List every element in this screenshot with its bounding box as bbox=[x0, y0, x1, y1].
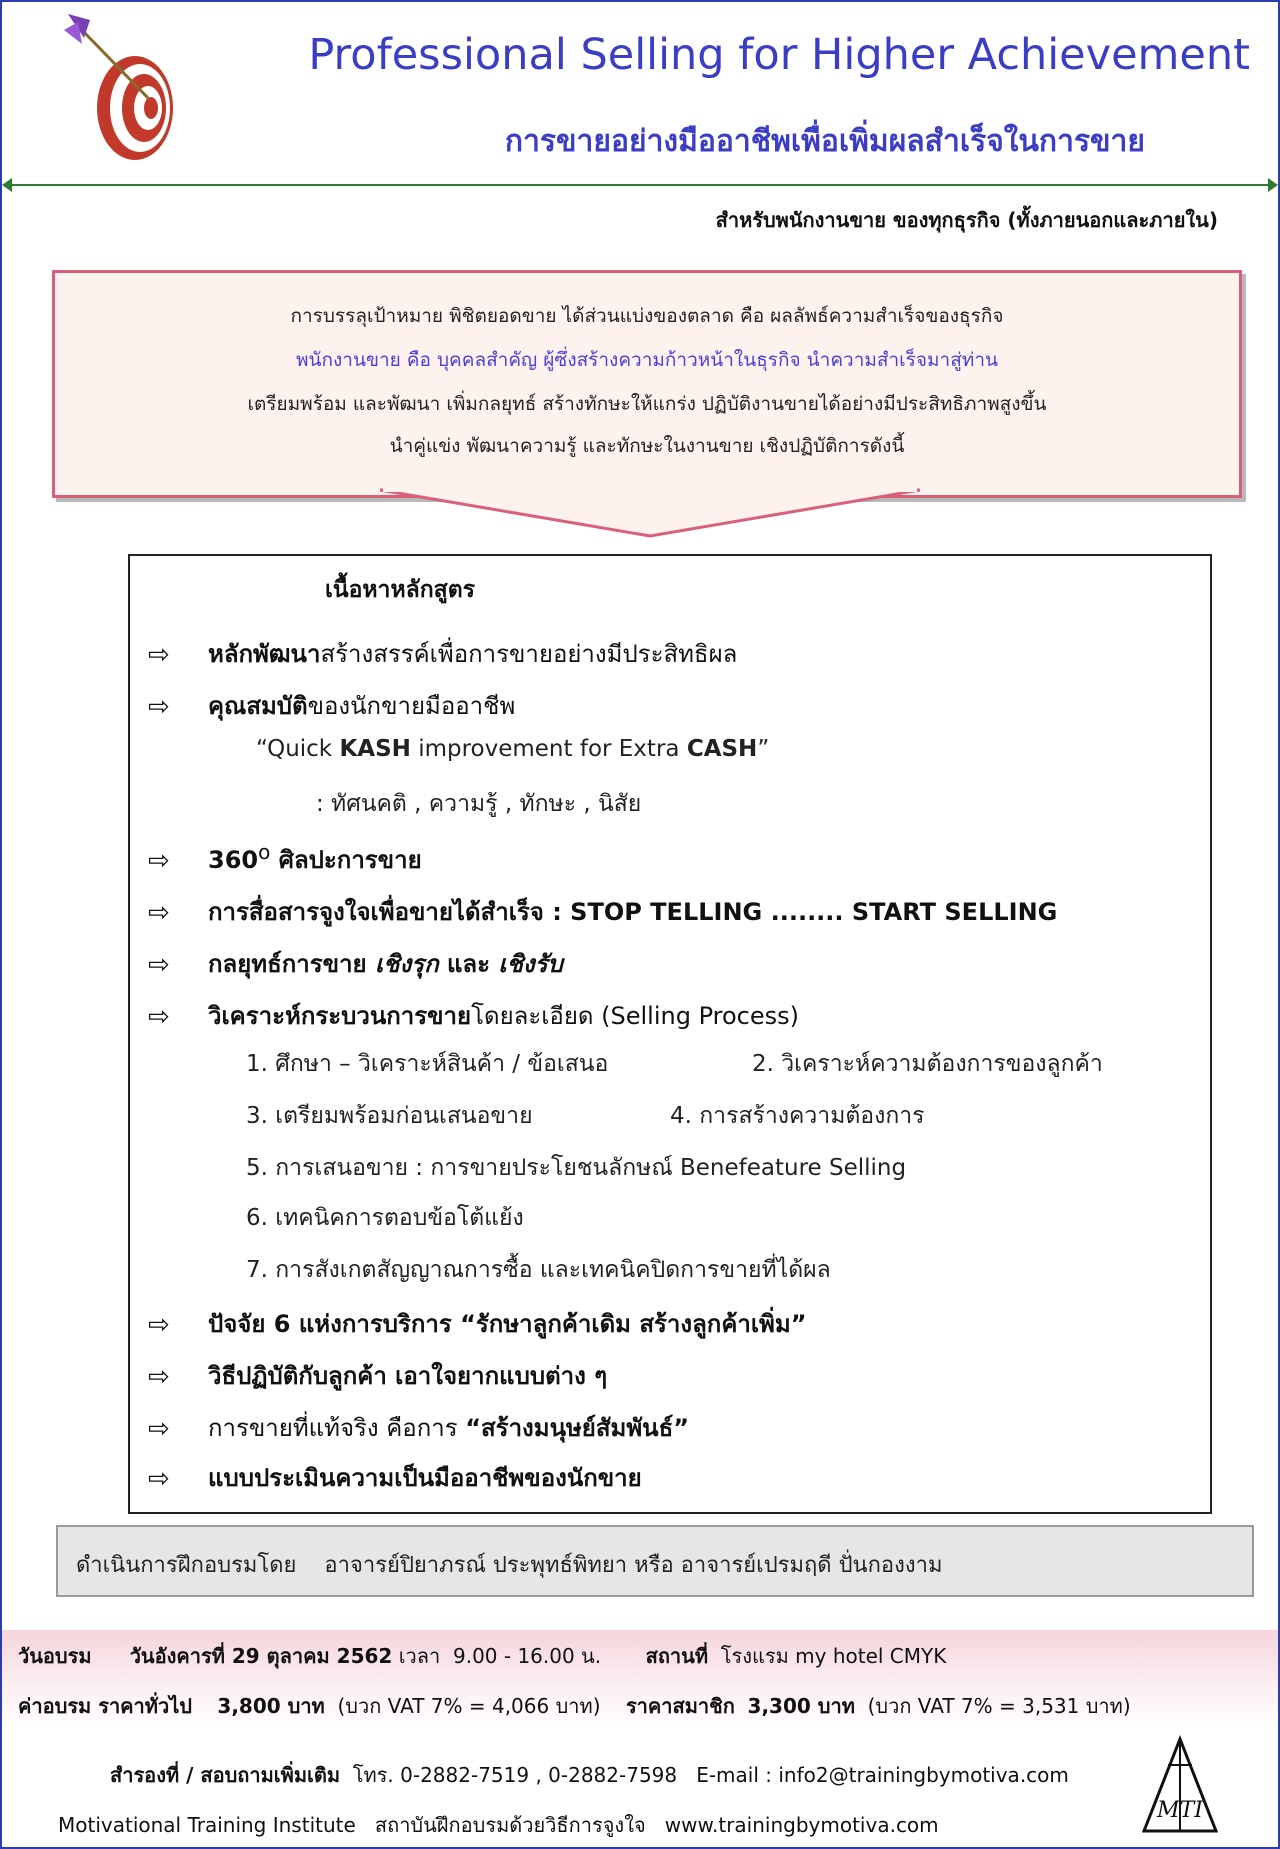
kash-quote: “Quick KASH improvement for Extra CASH” bbox=[256, 736, 770, 762]
content-item bbox=[148, 840, 422, 879]
process-step: 4. การสร้างความต้องการ bbox=[670, 1103, 925, 1129]
arrow-right-icon: ⇨ bbox=[148, 846, 170, 876]
mti-logo-icon bbox=[1140, 1735, 1220, 1835]
item-bold: คุณสมบัติ bbox=[208, 692, 308, 720]
degree-sign: o bbox=[258, 840, 271, 864]
course-content-box bbox=[128, 554, 1212, 1514]
process-step: 2. วิเคราะห์ความต้องการของลูกค้า bbox=[752, 1051, 1103, 1077]
fee-row bbox=[18, 1690, 1131, 1722]
content-item bbox=[148, 634, 737, 673]
org-name-th: สถาบันฝึกอบรมด้วยวิธีการจูงใจ bbox=[374, 1813, 646, 1837]
divider bbox=[8, 184, 1272, 186]
page-subtitle: การขายอย่างมืออาชีพเพื่อเพิ่มผลสำเร็จในการขาย bbox=[504, 124, 1145, 159]
time-value: 9.00 - 16.00 น. bbox=[452, 1644, 602, 1668]
process-step: 6. เทคนิคการตอบข้อโต้แย้ง bbox=[246, 1205, 524, 1231]
contact-label: สำรองที่ / สอบถามเพิ่มเติม bbox=[110, 1763, 341, 1787]
intro-line: เตรียมพร้อม และพัฒนา เพิ่มกลยุทธ์ สร้างทักษะให้แกร่ง ปฏิบัติงานขายได้อย่างมีประสิทธิภาพสูงขึ้น bbox=[247, 393, 1047, 415]
footer-row bbox=[58, 1809, 939, 1841]
item-text: สร้างสรรค์เพื่อการขายอย่างมีประสิทธิผล bbox=[320, 640, 738, 668]
page-title: Professional Selling for Higher Achievement bbox=[308, 30, 1250, 80]
content-item bbox=[148, 1304, 806, 1343]
arrow-right-icon: ⇨ bbox=[148, 1464, 170, 1494]
intro-line: การบรรลุเป้าหมาย พิชิตยอดขาย ได้ส่วนแบ่งของตลาด คือ ผลลัพธ์ความสำเร็จของธุรกิจ bbox=[290, 305, 1004, 327]
logo-text: MTI bbox=[1157, 1798, 1203, 1823]
trainers-label: ดำเนินการฝึกอบรมโดย bbox=[76, 1553, 297, 1578]
item-bold: และ bbox=[438, 950, 499, 978]
item-bold: การสื่อสารจูงใจเพื่อขายได้สำเร็จ : STOP TELLING ........ START SELLING bbox=[208, 898, 1058, 926]
time-label: เวลา bbox=[398, 1644, 441, 1668]
item-italic: เชิงรับ bbox=[498, 950, 563, 978]
fee-member-label: ราคาสมาชิก bbox=[625, 1694, 735, 1718]
org-name-en: Motivational Training Institute bbox=[58, 1813, 356, 1837]
arrow-right-icon: ⇨ bbox=[148, 1362, 170, 1392]
down-arrow-icon bbox=[380, 488, 920, 538]
item-bold: วิเคราะห์กระบวนการขาย bbox=[208, 1002, 472, 1030]
intro-box bbox=[52, 270, 1242, 498]
item-text: ศิลปะการขาย bbox=[270, 846, 422, 874]
kash-elements: : ทัศนคติ , ความรู้ , ทักษะ , นิสัย bbox=[316, 791, 642, 817]
item-text: ของนักขายมืออาชีพ bbox=[307, 692, 516, 720]
process-step: 3. เตรียมพร้อมก่อนเสนอขาย bbox=[246, 1103, 533, 1129]
contact-row bbox=[110, 1759, 1069, 1791]
arrow-right-icon: ⇨ bbox=[148, 1002, 170, 1032]
arrow-right-icon: ⇨ bbox=[148, 950, 170, 980]
divider-arrow-right-icon bbox=[1268, 178, 1278, 192]
trainers-names: อาจารย์ปิยาภรณ์ ประพุทธ์พิทยา หรือ อาจารย์เปรมฤดี ปั่นกองงาม bbox=[324, 1553, 943, 1578]
process-step: 7. การสังเกตสัญญาณการซื้อ และเทคนิคปิดการขายที่ได้ผล bbox=[246, 1257, 831, 1283]
arrow-right-icon: ⇨ bbox=[148, 692, 170, 722]
venue-label: สถานที่ bbox=[645, 1644, 709, 1668]
date-value: วันอังคารที่ 29 ตุลาคม 2562 bbox=[129, 1644, 393, 1668]
content-heading: เนื้อหาหลักสูตร bbox=[325, 577, 475, 603]
item-text: โดยละเอียด (Selling Process) bbox=[471, 1002, 799, 1030]
item-bold: กลยุทธ์การขาย bbox=[208, 950, 375, 978]
item-bold: “สร้างมนุษย์สัมพันธ์” bbox=[465, 1414, 689, 1442]
fee-label: ค่าอบรม ราคาทั่วไป bbox=[18, 1694, 192, 1718]
schedule-row bbox=[18, 1640, 946, 1672]
process-step: 1. ศึกษา – วิเคราะห์สินค้า / ข้อเสนอ bbox=[246, 1051, 609, 1077]
content-item bbox=[148, 944, 563, 983]
fee-member: 3,300 บาท bbox=[747, 1694, 855, 1718]
item-bold: หลักพัฒนา bbox=[208, 640, 321, 668]
process-step: 5. การเสนอขาย : การขายประโยชนลักษณ์ Benefeature Selling bbox=[246, 1155, 907, 1181]
intro-line-highlight: พนักงานขาย คือ บุคคลสำคัญ ผู้ซึ่งสร้างความก้าวหน้าในธุรกิจ นำความสำเร็จมาสู่ท่าน bbox=[296, 349, 998, 371]
item-italic: เชิงรุก bbox=[374, 950, 439, 978]
arrow-right-icon: ⇨ bbox=[148, 640, 170, 670]
item-bold: 360 bbox=[208, 846, 259, 874]
website-link[interactable]: www.trainingbymotiva.com bbox=[664, 1813, 939, 1837]
intro-line: นำคู่แข่ง พัฒนาความรู้ และทักษะในงานขาย เชิงปฏิบัติการดังนี้ bbox=[389, 435, 905, 457]
trainers-text bbox=[76, 1547, 942, 1582]
audience-text: สำหรับพนักงานขาย ของทุกธุรกิจ (ทั้งภายนอกและภายใน) bbox=[715, 208, 1218, 232]
venue-value: โรงแรม my hotel CMYK bbox=[720, 1644, 947, 1668]
arrow-right-icon: ⇨ bbox=[148, 1310, 170, 1340]
fee-general-vat: (บวก VAT 7% = 4,066 บาท) bbox=[337, 1694, 601, 1718]
content-item bbox=[148, 996, 799, 1035]
content-item bbox=[148, 686, 515, 725]
content-item bbox=[148, 892, 1057, 931]
item-bold: วิธีปฏิบัติกับลูกค้า เอาใจยากแบบต่าง ๆ bbox=[208, 1362, 608, 1390]
content-item bbox=[148, 1408, 689, 1447]
content-item bbox=[148, 1458, 642, 1497]
item-text: การขายที่แท้จริง คือการ bbox=[208, 1414, 466, 1442]
content-item bbox=[148, 1356, 607, 1395]
trainers-box bbox=[56, 1525, 1254, 1597]
arrow-right-icon: ⇨ bbox=[148, 1414, 170, 1444]
target-dart-icon bbox=[60, 8, 180, 168]
fee-general: 3,800 บาท bbox=[217, 1694, 325, 1718]
contact-phone[interactable]: โทร. 0-2882-7519 , 0-2882-7598 bbox=[352, 1763, 678, 1787]
fee-member-vat: (บวก VAT 7% = 3,531 บาท) bbox=[867, 1694, 1131, 1718]
date-label: วันอบรม bbox=[18, 1644, 92, 1668]
contact-email[interactable]: E-mail : info2@trainingbymotiva.com bbox=[696, 1763, 1069, 1787]
arrow-right-icon: ⇨ bbox=[148, 898, 170, 928]
item-bold: แบบประเมินความเป็นมืออาชีพของนักขาย bbox=[208, 1464, 642, 1492]
item-bold: ปัจจัย 6 แห่งการบริการ “รักษาลูกค้าเดิม สร้างลูกค้าเพิ่ม” bbox=[208, 1310, 807, 1338]
